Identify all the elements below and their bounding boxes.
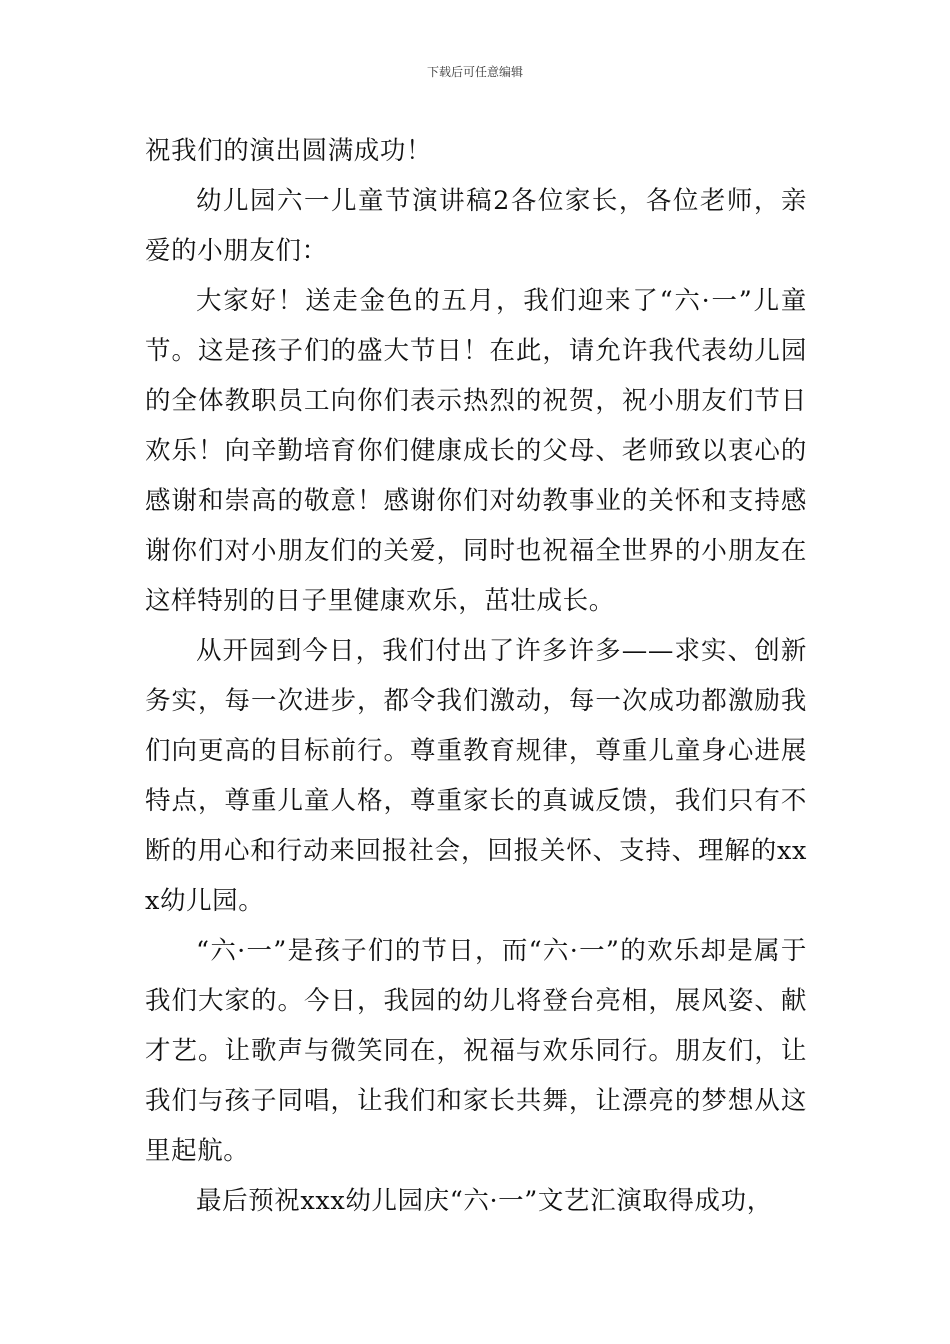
- paragraph-4: 从开园到今日，我们付出了许多许多——求实、创新务实，每一次进步，都令我们激动，每一次成功都激励我们向更高的目标前行。尊重教育规律，尊重儿童身心进展特点，尊重儿童人格，尊重家长的真诚反馈，我们只有不断的用心和行动来回报社会，回报关怀、支持、理解的xxx幼儿园。: [145, 636, 807, 916]
- document-body: [145, 126, 807, 1226]
- paragraph-6: 最后预祝xxx幼儿园庆“六·一”文艺汇演取得成功，: [196, 1186, 773, 1216]
- paragraph-5: “六·一”是孩子们的节日，而“六·一”的欢乐却是属于我们大家的。今日，我园的幼儿将登台亮相，展风姿、献才艺。让歌声与微笑同在，祝福与欢乐同行。朋友们，让我们与孩子同唱，让我们和家长共舞，让漂亮的梦想从这里起航。: [145, 936, 807, 1166]
- paragraph-1: 祝我们的演出圆满成功！: [145, 136, 433, 166]
- paragraph-3: 大家好！送走金色的五月，我们迎来了“六·一”儿童节。这是孩子们的盛大节日！在此，请允许我代表幼儿园的全体教职员工向你们表示热烈的祝贺，祝小朋友们节日欢乐！向辛勤培育你们健康成长的父母、老师致以衷心的感谢和崇高的敬意！感谢你们对幼教事业的关怀和支持感谢你们对小朋友们的关爱，同时也祝福全世界的小朋友在这样特别的日子里健康欢乐，茁壮成长。: [145, 286, 807, 616]
- paragraph-2: 幼儿园六一儿童节演讲稿2各位家长，各位老师，亲爱的小朋友们：: [145, 186, 807, 266]
- page-header-note: 下载后可任意编辑: [426, 65, 523, 79]
